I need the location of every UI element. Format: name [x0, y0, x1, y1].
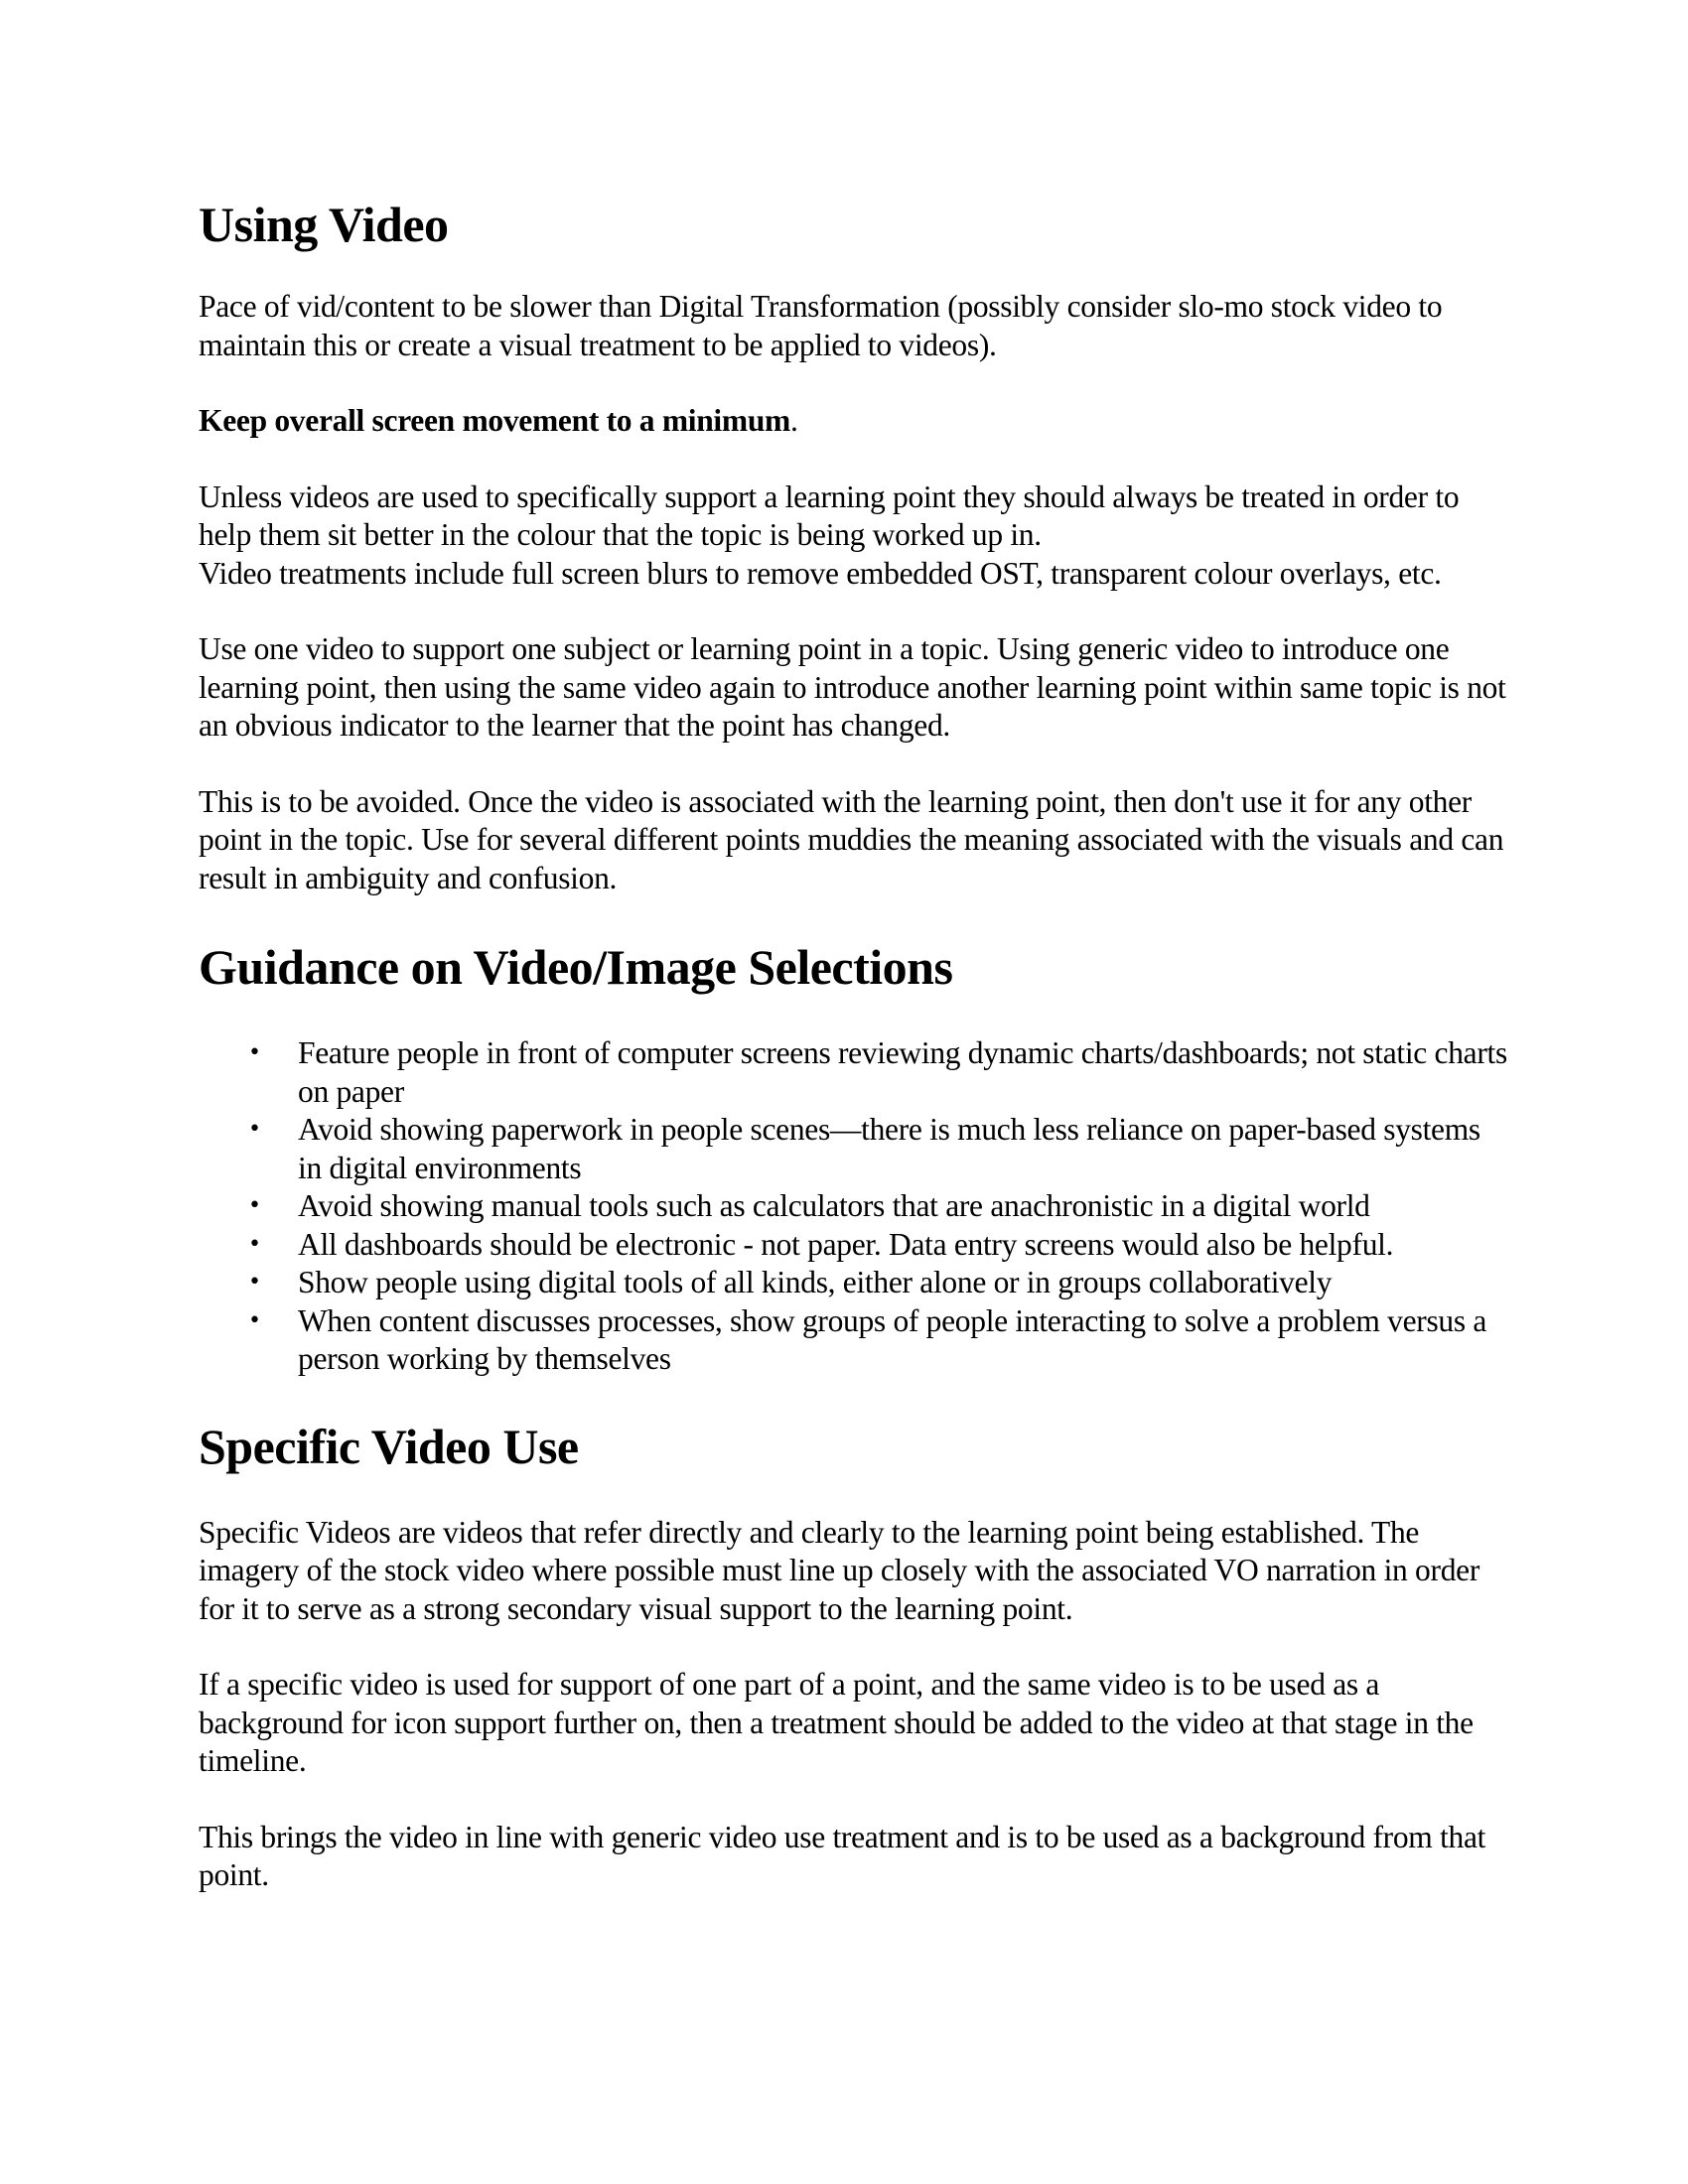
paragraph-one-video: Use one video to support one subject or learning point in a topic. Using generic video to introduce one learning point, then using the same video again to introduce another learning point within same topic is not an obvious indicator to the learner that the point has changed.: [199, 631, 1506, 743]
paragraph-avoid: This is to be avoided. Once the video is associated with the learning point, then don't use it for any other point in the topic. Use for several different points muddies the meaning associated with the visuals and can result in ambiguity and confusion.: [199, 783, 1504, 895]
paragraph-specific-videos: Specific Videos are videos that refer directly and clearly to the learning point being established. The imagery of the stock video where possible must line up closely with the associated VO narration in order for it to serve as a strong secondary visual support to the learning point.: [199, 1514, 1480, 1626]
list-item: • Avoid showing manual tools such as calculators that are anachronistic in a digital world: [199, 1187, 1509, 1226]
heading-specific-video: Specific Video Use: [199, 1418, 579, 1474]
list-item: • All dashboards should be electronic - not paper. Data entry screens would also be helpful.: [199, 1226, 1509, 1265]
document-page: [199, 195, 1509, 1895]
paragraph-in-line: This brings the video in line with generic video use treatment and is to be used as a background from that point.: [199, 1819, 1486, 1892]
bullet-icon: •: [248, 1231, 261, 1257]
bullet-icon: •: [248, 1307, 261, 1333]
guidance-list: [199, 1034, 1509, 1379]
bullet-icon: •: [248, 1270, 261, 1295]
bullet-icon: •: [248, 1117, 261, 1142]
paragraph-treatment-types: Video treatments include full screen blurs to remove embedded OST, transparent colour overlays, etc.: [199, 555, 1442, 591]
bold-screen-movement: Keep overall screen movement to a minimum: [199, 403, 790, 438]
list-item: • Show people using digital tools of all kinds, either alone or in groups collaboratively: [199, 1264, 1509, 1302]
screen-movement-period: .: [789, 403, 798, 438]
paragraph-pace: Pace of vid/content to be slower than Digital Transformation (possibly consider slo-mo stock video to maintain this or create a visual treatment to be applied to videos).: [199, 289, 1443, 362]
heading-using-video: Using Video: [199, 197, 449, 252]
paragraph-treatment: Unless videos are used to specifically support a learning point they should always be treated in order to help them sit better in the colour that the topic is being worked up in.: [199, 478, 1460, 552]
paragraph-screen-movement: [199, 402, 1509, 441]
list-item: • When content discusses processes, show groups of people interacting to solve a problem versus a person working by themselves: [248, 1302, 1487, 1376]
list-item: • Feature people in front of computer screens reviewing dynamic charts/dashboards; not static charts on paper: [248, 1035, 1507, 1109]
bullet-icon: •: [248, 1040, 261, 1065]
paragraph-specific-background: If a specific video is used for support of one part of a point, and the same video is to be used as a background for icon support further on, then a treatment should be added to the video at that stage in the timeline.: [199, 1667, 1474, 1778]
list-item: • Avoid showing paperwork in people scenes—there is much less reliance on paper-based systems in digital environments: [248, 1112, 1480, 1185]
bullet-icon: •: [248, 1193, 261, 1218]
heading-guidance: Guidance on Video/Image Selections: [199, 939, 953, 995]
